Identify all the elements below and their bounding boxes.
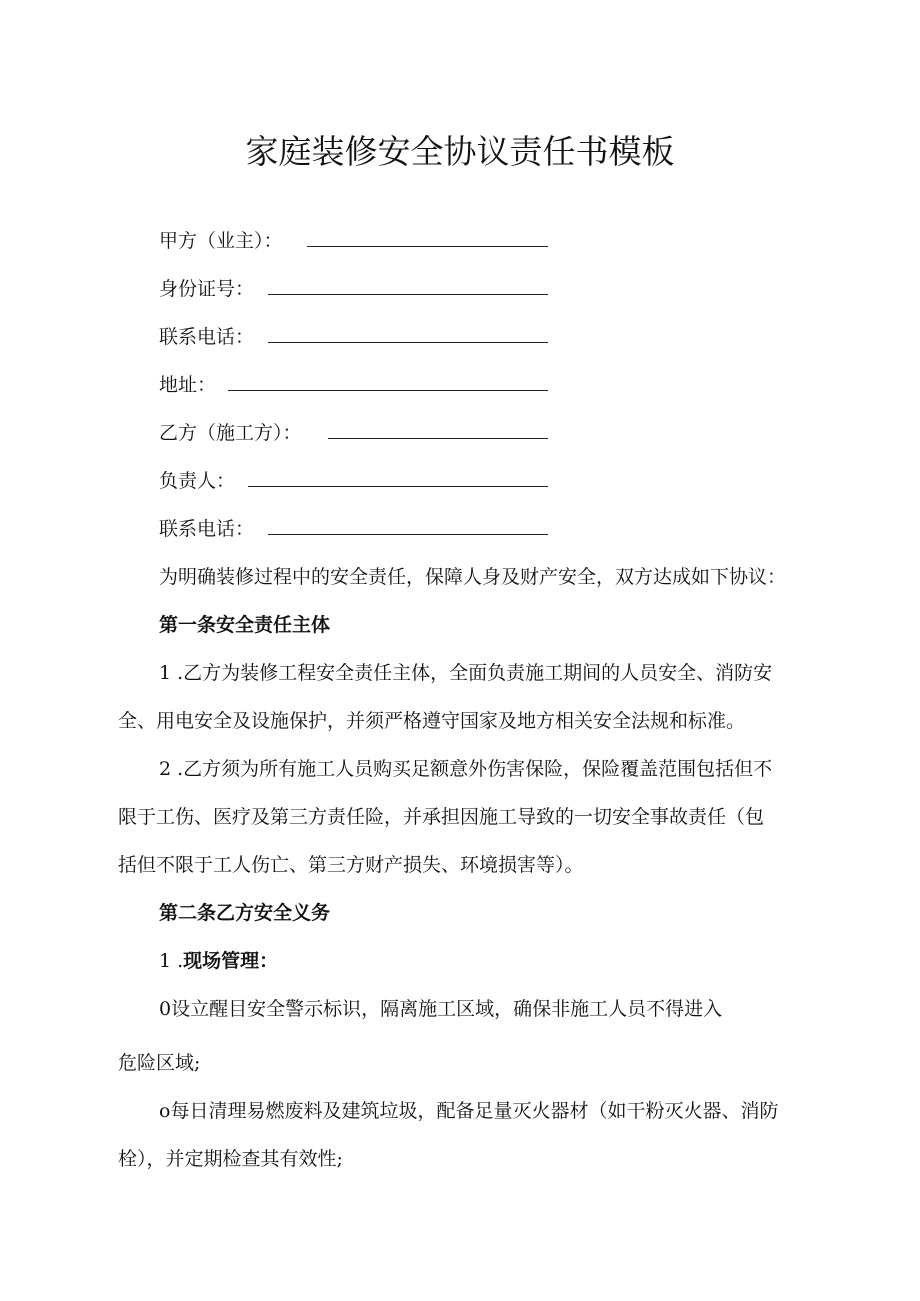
bullet-2-line-1: o每日清理易燃废料及建筑垃圾，配备足量灭火器材（如干粉灭火器、消防 [159,1100,779,1122]
article-1-item-1-line-2: 全、用电安全及设施保护，并须严格遵守国家及地方相关安全法规和标准。 [118,710,746,732]
bullet-1-line-2: 危险区域; [118,1052,201,1074]
id-number-label: 身份证号： [159,278,255,300]
bullet-2-line-2: 栓），并定期检查其有效性; [118,1148,343,1170]
party-b-input-line[interactable] [328,438,548,439]
article-1-item-2-line-2: 限于工伤、医疗及第三方责任险，并承担因施工导致的一切安全事故责任（包 [118,806,765,828]
party-b-label: 乙方（施工方）： [159,422,302,444]
article-1-item-2-line-3: 括但不限于工人伤亡、第三方财产损失、环境损害等）。 [118,854,584,876]
article-2-heading: 第二条乙方安全义务 [159,902,331,924]
subsection-title: 现场管理： [183,950,279,972]
subsection-number: 1 . [159,950,184,972]
article-1-item-1-line-1: 1 .乙方为装修工程安全责任主体，全面负责施工期间的人员安全、消防安 [159,662,773,684]
intro-paragraph: 为明确装修过程中的安全责任，保障人身及财产安全，双方达成如下协议： [159,566,787,588]
party-b-phone-label: 联系电话： [159,518,255,540]
party-a-phone-label: 联系电话： [159,326,255,348]
party-a-input-line[interactable] [307,246,548,247]
party-a-label: 甲方（业主）： [159,230,283,252]
article-1-heading: 第一条安全责任主体 [159,614,331,636]
bullet-1-line-1: 0设立醒目安全警示标识，隔离施工区域，确保非施工人员不得进入 [159,998,723,1020]
person-in-charge-input-line[interactable] [248,486,548,487]
id-number-input-line[interactable] [268,294,548,295]
article-2-subsection-1 [159,948,278,974]
address-input-line[interactable] [228,390,548,391]
party-b-phone-input-line[interactable] [268,534,548,535]
person-in-charge-label: 负责人： [159,470,236,492]
article-1-item-2-line-1: 2 .乙方须为所有施工人员购买足额意外伤害保险，保险覆盖范围包括但不 [159,758,773,780]
address-label: 地址： [159,374,217,396]
party-a-phone-input-line[interactable] [268,342,548,343]
document-title: 家庭装修安全协议责任书模板 [245,132,675,171]
